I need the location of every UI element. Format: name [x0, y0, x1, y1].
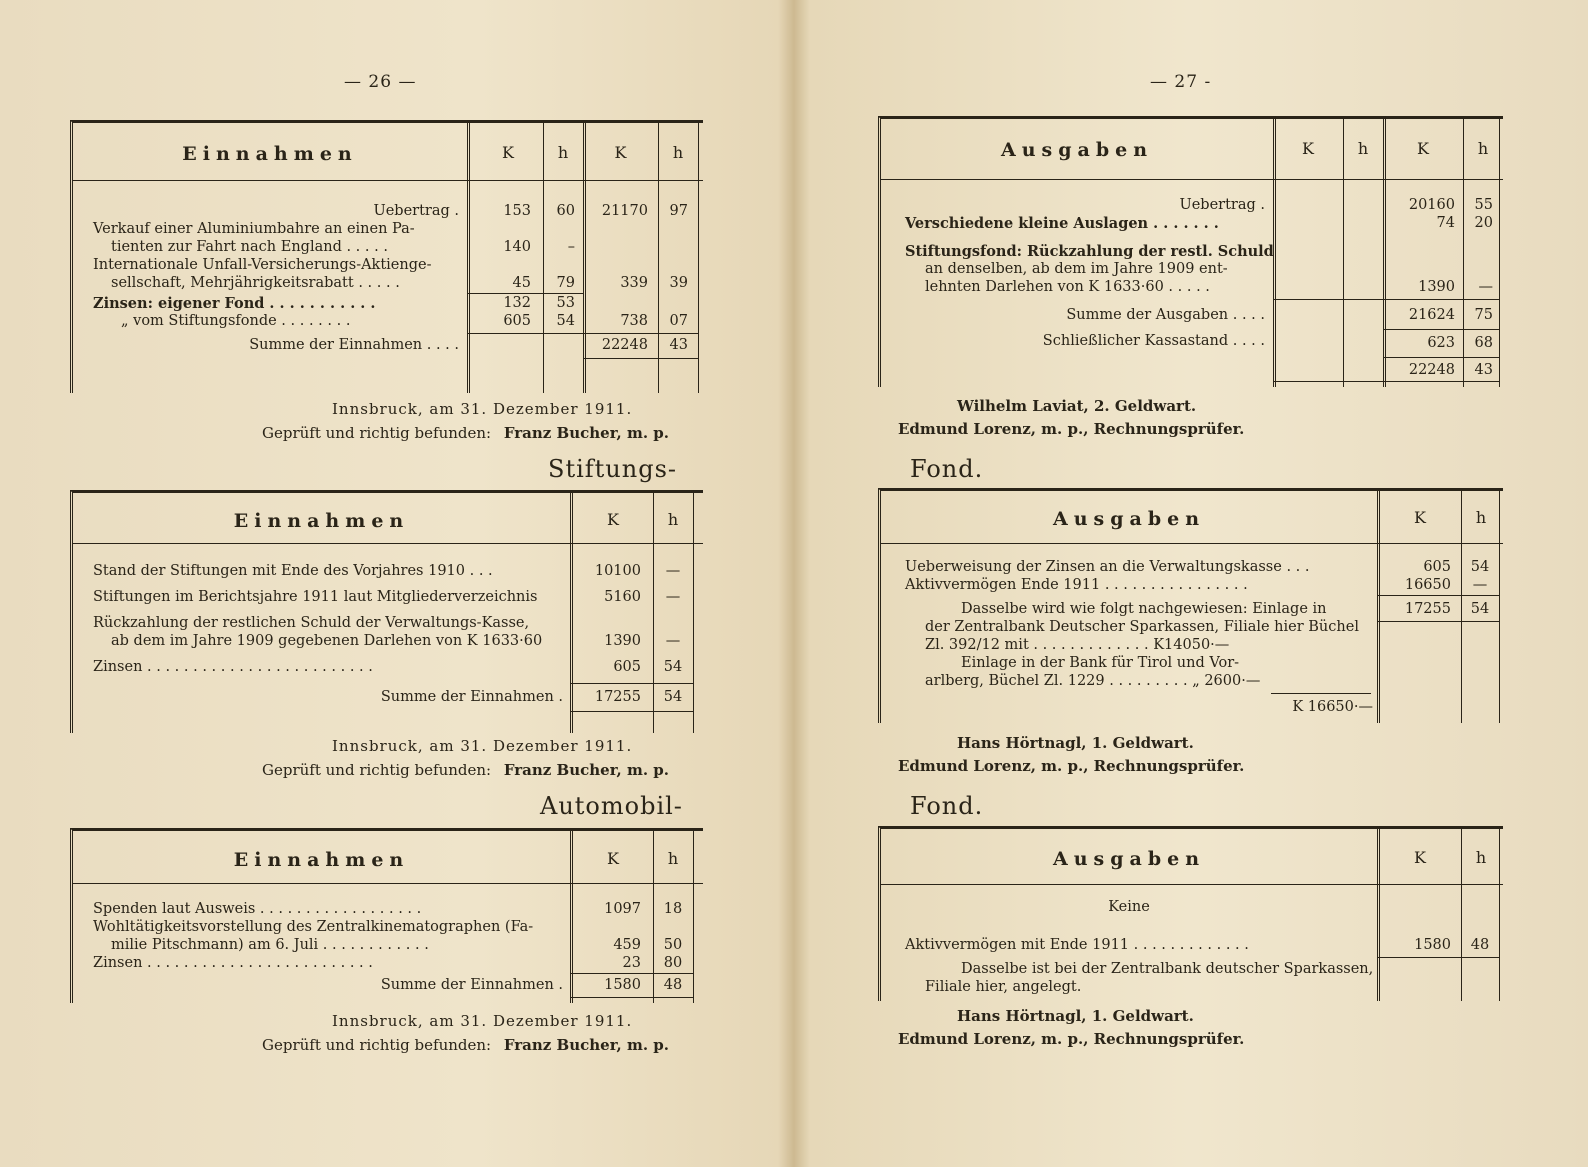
col-header-h: h: [557, 143, 569, 162]
certified-text: Geprüft und richtig befunden:: [262, 1036, 492, 1054]
table-row-label: Aktivvermögen Ende 1911 . . . . . . . . . . . . . . . .: [905, 577, 1248, 593]
certified-line: [262, 1036, 669, 1054]
col-header-h: h: [1475, 508, 1487, 527]
table-row-label: Stand der Stiftungen mit Ende des Vorjahres 1910 . . .: [93, 563, 493, 579]
table-row-label: Uebertrag .: [373, 203, 459, 219]
signature-line: Hans Hörtnagl, 1. Geldwart.: [957, 734, 1194, 752]
col-header-k: K: [1414, 848, 1426, 867]
cell-k: 605: [503, 313, 531, 329]
income-table-automobile: [70, 828, 703, 1003]
cell-h: 54: [663, 689, 683, 705]
cell-k: 459: [613, 937, 641, 953]
cell-k: 605: [613, 659, 641, 675]
signature-name: Franz Bucher, m. p.: [503, 1036, 669, 1054]
col-header-k: K: [1302, 139, 1314, 158]
col-header-h: h: [667, 849, 679, 868]
table-header: [73, 123, 703, 181]
table-title: Einnahmen: [233, 510, 410, 532]
cell-h: 43: [1474, 362, 1493, 378]
cell-k: 17255: [594, 689, 641, 705]
col-header-h: h: [672, 143, 684, 162]
cell-k: 17255: [1404, 601, 1451, 617]
table-header: [73, 493, 703, 544]
signature-line: Wilhelm Laviat, 2. Geldwart.: [957, 397, 1197, 415]
table-header: [881, 119, 1503, 180]
cell-k: 16650: [1404, 577, 1451, 593]
table-row-label: Uebertrag .: [1179, 197, 1265, 213]
col-header-k: K: [614, 143, 627, 162]
page-number-left: — 26 —: [344, 72, 417, 92]
cell-h: —: [1472, 577, 1488, 593]
income-table-foundation: [70, 490, 703, 733]
table-row-label: Rückzahlung der restlichen Schuld der Verwaltungs-Kasse,: [93, 615, 530, 631]
cell-h: 43: [669, 337, 688, 353]
cell-k: 1580: [1414, 937, 1451, 953]
cell-k: 605: [1423, 559, 1451, 575]
table-row-label: „ vom Stiftungsfonde . . . . . . . .: [121, 313, 351, 329]
cell-k: 140: [503, 239, 531, 255]
table-row-label: Wohltätigkeitsvorstellung des Zentralkinematographen (Fa-: [93, 919, 534, 935]
cell-h: 48: [663, 977, 683, 993]
cell-h: 55: [1474, 197, 1493, 213]
cell-k: 1097: [604, 901, 641, 917]
sum-label: Summe der Einnahmen .: [380, 689, 563, 705]
cell-h: 79: [556, 275, 575, 291]
table-title: Ausgaben: [1052, 848, 1206, 870]
cell-h: —: [665, 589, 681, 605]
cell-h: 48: [1470, 937, 1490, 953]
cell-h: 39: [669, 275, 688, 291]
cell-h: 80: [663, 955, 683, 971]
signature-name: Franz Bucher, m. p.: [503, 424, 669, 442]
cell-h: 75: [1474, 307, 1493, 323]
cell-h: 54: [556, 313, 575, 329]
table-row-label: Zl. 392/12 mit . . . . . . . . . . . . . K14050·—: [925, 637, 1230, 653]
cell-h: —: [665, 633, 681, 649]
cell-k: 5160: [604, 589, 641, 605]
cell-h: 54: [1470, 601, 1490, 617]
table-row-label: Stiftungen im Berichtsjahre 1911 laut Mitgliederverzeichnis: [93, 589, 538, 605]
table-row-label: Stiftungsfond: Rückzahlung der restl. Schuld: [905, 243, 1274, 260]
col-header-k: K: [502, 143, 514, 162]
sum-label: Summe der Einnahmen . . . .: [249, 337, 459, 353]
table-row-label: milie Pitschmann) am 6. Juli . . . . . . . . . . . .: [111, 937, 429, 953]
cell-h: 60: [556, 203, 575, 219]
table-header: [881, 491, 1503, 544]
cell-k: 22248: [601, 337, 648, 353]
col-header-k: K: [607, 849, 619, 868]
table-row-label: Einlage in der Bank für Tirol und Vor-: [961, 655, 1240, 671]
table-title: Ausgaben: [1000, 139, 1154, 161]
table-title: Ausgaben: [1052, 508, 1206, 530]
table-row-label: Verkauf einer Aluminiumbahre an einen Pa-: [93, 221, 415, 237]
col-header-k: K: [1417, 139, 1429, 158]
cell-k: 10100: [594, 563, 641, 579]
table-row-label: tienten zur Fahrt nach England . . . . .: [111, 239, 388, 255]
table-row-label: Zinsen: eigener Fond . . . . . . . . . . .: [93, 295, 376, 312]
certified-text: Geprüft und richtig befunden:: [262, 424, 492, 442]
cell-k: 23: [622, 955, 641, 971]
expense-table-foundation: [878, 488, 1503, 723]
cell-k: 1580: [604, 977, 641, 993]
table-header: [881, 829, 1503, 885]
expense-table-automobile: [878, 826, 1503, 1001]
cell-k: 1390: [604, 633, 641, 649]
table-row-label: Zinsen . . . . . . . . . . . . . . . . . . . . . . . . .: [93, 955, 373, 971]
cell-h: —: [665, 563, 681, 579]
cell-k: 45: [512, 275, 531, 291]
table-row-label: Aktivvermögen mit Ende 1911 . . . . . . . . . . . . .: [905, 937, 1249, 953]
table-row-label: Dasselbe ist bei der Zentralbank deutscher Sparkassen,: [961, 961, 1374, 977]
table-title: Einnahmen: [182, 143, 358, 165]
table-row-label: Dasselbe wird wie folgt nachgewiesen: Einlage in: [961, 601, 1327, 617]
cell-h: 54: [663, 659, 683, 675]
section-heading: Stiftungs-: [548, 455, 677, 483]
section-heading: Fond.: [910, 455, 984, 483]
cell-h: 20: [1474, 215, 1493, 231]
cell-k: 22248: [1408, 362, 1455, 378]
signature-name: Franz Bucher, m. p.: [503, 761, 669, 779]
none-label: Keine: [1108, 899, 1150, 915]
page-number-right: — 27 -: [1150, 72, 1212, 92]
table-row-label: Internationale Unfall-Versicherungs-Aktienge-: [93, 257, 432, 273]
cell-k: 132: [503, 295, 531, 311]
cell-h: –: [567, 239, 575, 255]
signature-line: Edmund Lorenz, m. p., Rechnungsprüfer.: [898, 1030, 1245, 1048]
cell-k: 623: [1427, 335, 1455, 351]
table-row-label: Verschiedene kleine Auslagen . . . . . . .: [905, 215, 1219, 232]
cell-k: 153: [503, 203, 531, 219]
cell-k: 74: [1436, 215, 1455, 231]
table-row-label: Zinsen . . . . . . . . . . . . . . . . . . . . . . . . .: [93, 659, 373, 675]
income-table-administration: [70, 120, 703, 393]
expense-table-administration: [878, 116, 1503, 387]
table-row-label: an denselben, ab dem im Jahre 1909 ent-: [925, 261, 1228, 277]
col-header-h: h: [1477, 139, 1489, 158]
signature-line: Edmund Lorenz, m. p., Rechnungsprüfer.: [898, 757, 1245, 775]
table-row-label: der Zentralbank Deutscher Sparkassen, Filiale hier Büchel: [925, 619, 1359, 635]
table-row-label: arlberg, Büchel Zl. 1229 . . . . . . . . . „ 2600·—: [925, 673, 1261, 689]
cell-k: 21624: [1408, 307, 1455, 323]
signature-line: Edmund Lorenz, m. p., Rechnungsprüfer.: [898, 420, 1245, 438]
cell-h: 07: [669, 313, 688, 329]
col-header-h: h: [1475, 848, 1487, 867]
cell-h: 50: [663, 937, 683, 953]
table-row-label: Ueberweisung der Zinsen an die Verwaltungskasse . . .: [905, 559, 1310, 575]
cell-h: 68: [1474, 335, 1493, 351]
place-date: Innsbruck, am 31. Dezember 1911.: [332, 1012, 633, 1030]
sum-label: Summe der Einnahmen .: [380, 977, 563, 993]
certified-line: [262, 424, 669, 442]
place-date: Innsbruck, am 31. Dezember 1911.: [332, 737, 633, 755]
section-heading: Fond.: [910, 792, 984, 820]
table-row-label: Filiale hier, angelegt.: [925, 979, 1082, 995]
section-heading: Automobil-: [540, 792, 683, 820]
table-row-label: sellschaft, Mehrjährigkeitsrabatt . . . . .: [111, 275, 400, 291]
sum-label: Summe der Ausgaben . . . .: [1066, 307, 1265, 323]
cell-k: 20160: [1408, 197, 1455, 213]
table-header: [73, 831, 703, 884]
col-header-h: h: [667, 510, 679, 529]
cell-h: 53: [556, 295, 575, 311]
col-header-k: K: [607, 510, 619, 529]
cash-balance-label: Schließlicher Kassastand . . . .: [1042, 333, 1265, 349]
cell-k: 1390: [1418, 279, 1455, 295]
cell-k: 738: [620, 313, 648, 329]
place-date: Innsbruck, am 31. Dezember 1911.: [332, 400, 633, 418]
table-row-label: Spenden laut Ausweis . . . . . . . . . . . . . . . . . .: [93, 901, 422, 917]
total-amount: K 16650·—: [1292, 699, 1373, 715]
certified-text: Geprüft und richtig befunden:: [262, 761, 492, 779]
cell-k: 339: [620, 275, 648, 291]
certified-line: [262, 761, 669, 779]
cell-h: 18: [663, 901, 683, 917]
table-title: Einnahmen: [233, 849, 410, 871]
cell-h: —: [1478, 279, 1493, 295]
cell-k: 21170: [601, 203, 648, 219]
table-row-label: lehnten Darlehen von K 1633·60 . . . . .: [925, 279, 1210, 295]
signature-line: Hans Hörtnagl, 1. Geldwart.: [957, 1007, 1194, 1025]
cell-h: 97: [669, 203, 688, 219]
cell-h: 54: [1470, 559, 1490, 575]
col-header-h: h: [1357, 139, 1369, 158]
table-row-label: ab dem im Jahre 1909 gegebenen Darlehen von K 1633·60: [111, 633, 543, 649]
col-header-k: K: [1414, 508, 1426, 527]
